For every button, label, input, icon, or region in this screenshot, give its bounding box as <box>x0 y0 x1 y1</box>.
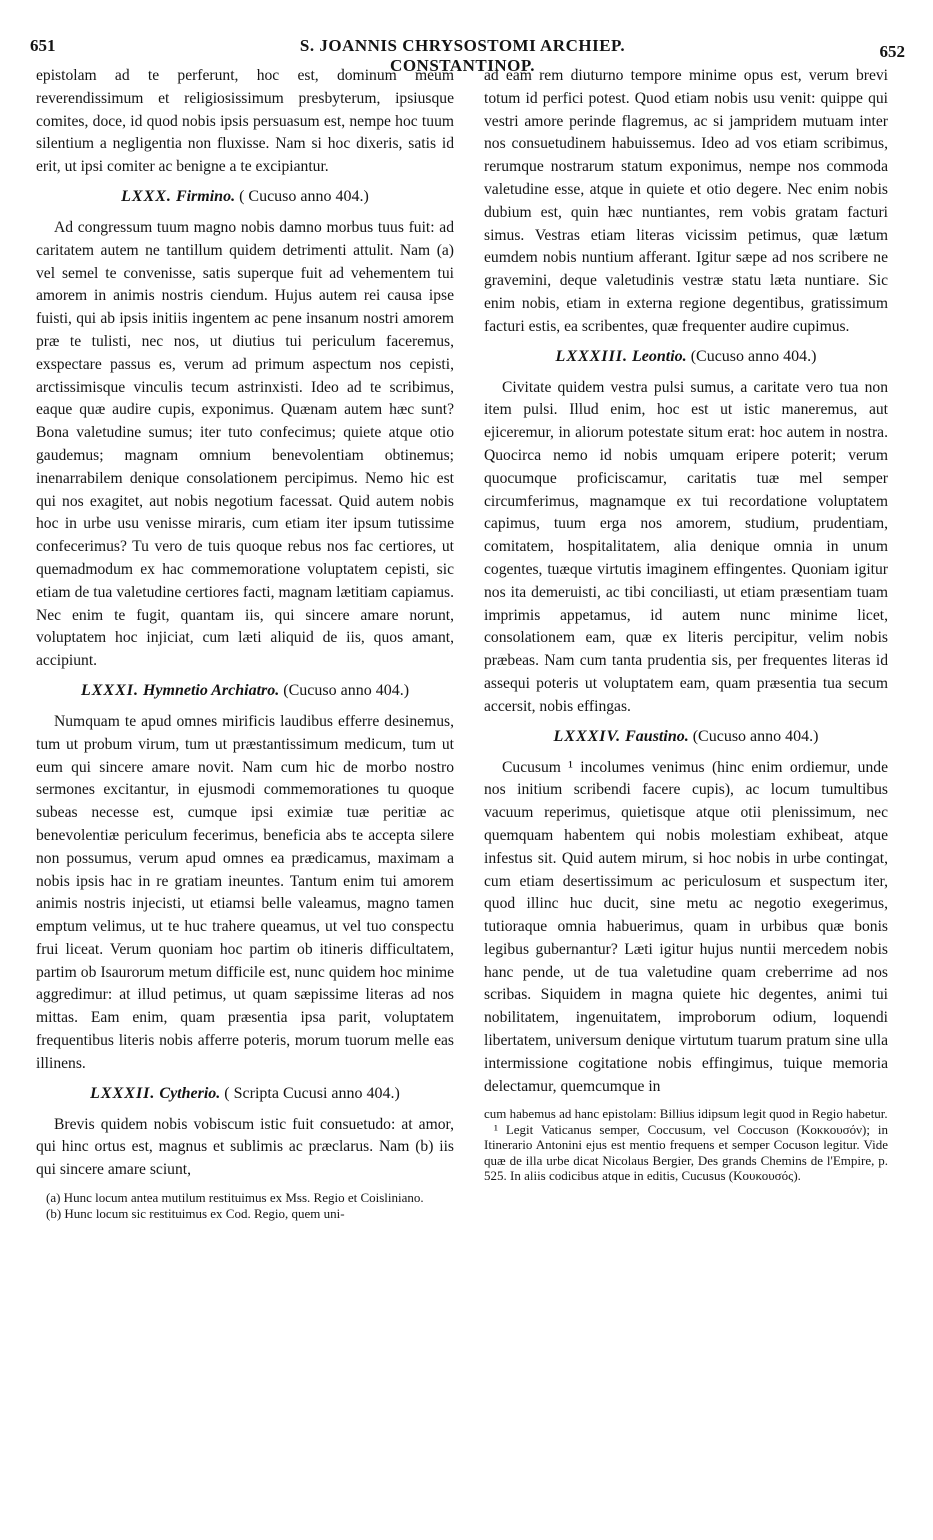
letter-number: LXXXIII. <box>555 347 629 365</box>
letter-heading-82 <box>36 1082 454 1106</box>
footnote: cum habemus ad hanc epistolam: Billius idipsum legit quod in Regio habetur. <box>484 1106 888 1122</box>
letter-recipient: Hymnetio Archiatro. <box>142 681 280 699</box>
footnote: (a) Hunc locum antea mutilum restituimus ex Mss. Regio et Coisliniano. <box>46 1190 424 1206</box>
letter-heading-83 <box>484 345 888 369</box>
continued-paragraph: ad eam rem diuturno tempore minime opus est, verum brevi totum id perfici potest. Quod etiam nobis usu venit: quippe qui vestri amore perinde flagremus, ac si jampridem mutuam inter nos consuetudinem habuissemus. Ideo ad vos etiam scribimus, rerumque nostrarum statum exponimus, nempe nos commoda valetudine esse, atque in quiete et otio degere. Nec enim nobis dubium est, quin hæc nuntiantes, rem vobis gratam facturi simus. Vestras etiam literas vicissim petimus, quæ lætum eumdem nobis nuntium afferant. Igitur sæpe ad nos scribere ne gravemini, deque valetudinis vestræ statu læta nuntiare. Sic enim nobis, etiam in externa regione degentibus, gratissimum facturi estis, ea scribentes, quæ frequenter audire cupimus. <box>484 67 888 335</box>
running-title: S. JOANNIS CHRYSOSTOMI ARCHIEP. CONSTANTINOP. <box>299 36 626 75</box>
footnotes-left <box>36 1190 454 1221</box>
letter-heading-84 <box>484 725 888 749</box>
letter-body-82: Brevis quidem nobis vobiscum istic fuit consuetudo: at amor, qui hinc ortus est, magnus et sublimis ac præclarus. Nam (b) iis qui sincere amare sciunt, <box>36 1115 454 1179</box>
letter-date: (Cucuso anno 404.) <box>690 347 817 365</box>
right-column <box>484 65 888 1184</box>
letter-date: ( Cucuso anno 404.) <box>239 187 369 205</box>
letter-recipient: Cytherio. <box>159 1084 221 1102</box>
footnote: (b) Hunc locum sic restituimus ex Cod. Regio, quem uni- <box>46 1205 345 1221</box>
letter-number: LXXXII. <box>90 1084 156 1102</box>
letter-body-80: Ad congressum tuum magno nobis damno morbus tuus fuit: ad caritatem autem ne tantillum quidem detrimenti attulit. Nam (a) vel semel te convenisse, satis superque fuit ad vehementem tui amorem in animis nostris ciendum. Hujus autem rei causa ipse fuisti, qui ab ipsis initiis ingentem ac pene insanum nostri amorem præ te tulisti, nec nos, ut diutius tui periculum faceremus, exspectare passus es, verum ad primum aspectum nos cepisti, arctissimisque vinculis tecum astrinxisti. Ideo ad te scribimus, eaque quæ audire cupis, exponimus. Quænam autem hæc sunt? Bona valetudine sumus; iter tuto confecimus; quiete atque otio gaudemus; magnam omnium benevolentiam obtinemus; inenarrabilem denique consolationem percipimus. Nemo hic est qui nos exagitet, aut nobis negotium facessat. Quid autem nobis hoc in urbe usu venisse miraris, cum etiam iter ipsum tutissime confecerimus? Tu vero de tuis quoque rebus nos fac certiores, ut quemadmodum ex hac commemoratione voluptatem cepisti, sic etiam de tua valetudine certiores facti, magnam lætitiam capiamus. Nec enim te fugit, quantam iis, qui sincere amare norunt, voluptatem hoc injiciat, cum læti aliquid de iis, quos amant, accipiunt. <box>36 218 454 670</box>
letter-number: LXXX. <box>121 187 172 205</box>
letter-recipient: Firmino. <box>175 187 236 205</box>
letter-body-81: Numquam te apud omnes mirificis laudibus efferre desinemus, tum ut probum virum, tum ut præstantissimum medicum, tum ut eum qui sincere amare novit. Nam cum hic de morbo nostro sermones excitantur, in ejusmodi commemorationes tu quoque subeas necesse est, cumque ipsi eximiæ tuæ peritiæ ac benevolentiæ periculum fecerimus, beneficia abs te accepta silere non possumus, verum apud omnes ea prædicamus, maximam a nobis ipsis hac in re gratiam ineuntes. Tantum enim tui amorem animis nostris injecisti, ut etiamsi belle valeamus, magno tamen emptum velimus, ut te huc trahere queamus, ut vel tuo conspectu frui liceat. Verum quoniam hoc partim ob itineris difficultatem, partim ob Isaurorum metum difficile est, nunc quidem hoc minime aggredimur: at illud petimus, ut quam sæpissime literas ad nos mittas. Eam enim, quam præsentia ipsa parit, voluptatem frequentibus literis nobis afferre poteris, morum tuorum melle eas illinens. <box>36 712 454 1072</box>
running-header <box>30 36 905 75</box>
letter-date: ( Scripta Cucusi anno 404.) <box>224 1084 400 1102</box>
continued-paragraph: epistolam ad te perferunt, hoc est, dominum meum reverendissimum et religiosissimum presbyterum, ipsiusque comites, doce, id quod nobis ipsis persuasum est, nempe hoc tuum silentium a negligentia non fluxisse. Nam si hoc dixeris, satis id erit, ut ipsi comiter ac benigne a te excipiantur. <box>36 67 454 176</box>
letter-recipient: Leontio. <box>632 347 687 365</box>
letter-number: LXXXI. <box>80 681 139 699</box>
footnote: ¹ Legit Vaticanus semper, Coccusum, vel Coccuson (Κοκκουσόν); in Itinerario Antonini ejus est mentio frequens et semper Cocuson legitur. Vide quæ de illa urbe dicat Nicolaus Bergier, Des grands Chemins de l'Empire, p. 525. In aliis codicibus atque in editis, Cucusus (Κουκουσός). <box>484 1121 888 1184</box>
letter-heading-80 <box>36 185 454 209</box>
left-column <box>36 65 454 1221</box>
letter-heading-81 <box>36 679 454 703</box>
letter-date: (Cucuso anno 404.) <box>692 727 819 745</box>
letter-recipient: Faustino. <box>625 727 689 745</box>
letter-body-83: Civitate quidem vestra pulsi sumus, a caritate vero tua non item pulsi. Illud enim, hoc est ut istic maneremus, aut ejiceremur, in aliorum potestate situm erat: hoc autem in nostra. Quocirca nemo id nobis umquam eripere poterit; verum quocumque proficiscamur, caritatis tuæ mel semper circumferimus, magnamque ex tui recordatione voluptatem capimus, tuum erga nos amorem, studium, prudentiam, comitatem, hospitalitatem, alia denique omnia in unum cogentes, tuæque virtutis imaginem effingentes. Quoniam igitur nos ita demeruisti, ac tibi conciliasti, ut etiam præsentiam tuam imprimis appetamus, id autem nunc minime licet, consolationem eam, quæ ex literis percipitur, velim nobis præbeas. Nam cum tanta prudentia sis, per frequentes literas id assequi poteris ut voluptatem eam, quam præsentia tua secum accersit, nobis effingas. <box>484 378 888 715</box>
letter-body-84: Cucusum ¹ incolumes venimus (hinc enim ordiemur, unde nos initium scribendi facere cupis), ac locum tumultibus vacuum reperimus, quietisque atque otii plenissimum, nec quemquam habentem qui nobis molestiam exhibeat, atque infestus sit. Quid autem mirum, si hoc nobis in urbe contingat, cum etiam desertissimum ac periculosum et suspectum iter, quod illinc huc ducit, sine metu ac negotio exegerimus, tutioraque omnia habuerimus, quam in urbibus quæ bonis legibus gubernantur? Læti igitur hujus nuntii mercedem nobis hanc pende, ut de tua valetudine quam creberrime ad nos scribas. Siquidem in magna quiete hic degentes, animi tui nobilitatem, ingenuitatem, improborum odium, loquendi libertatem, universum denique virtutum tuarum pratum sine ulla intermissione cogitatione nobis effingimus, tuique memoria delectamur, quemcumque in <box>484 758 888 1095</box>
letter-number: LXXXIV. <box>553 727 622 745</box>
page-number-right: 652 <box>879 42 905 61</box>
page-number-left: 651 <box>30 36 56 55</box>
footnotes-right <box>484 1106 888 1184</box>
letter-date: (Cucuso anno 404.) <box>283 681 410 699</box>
